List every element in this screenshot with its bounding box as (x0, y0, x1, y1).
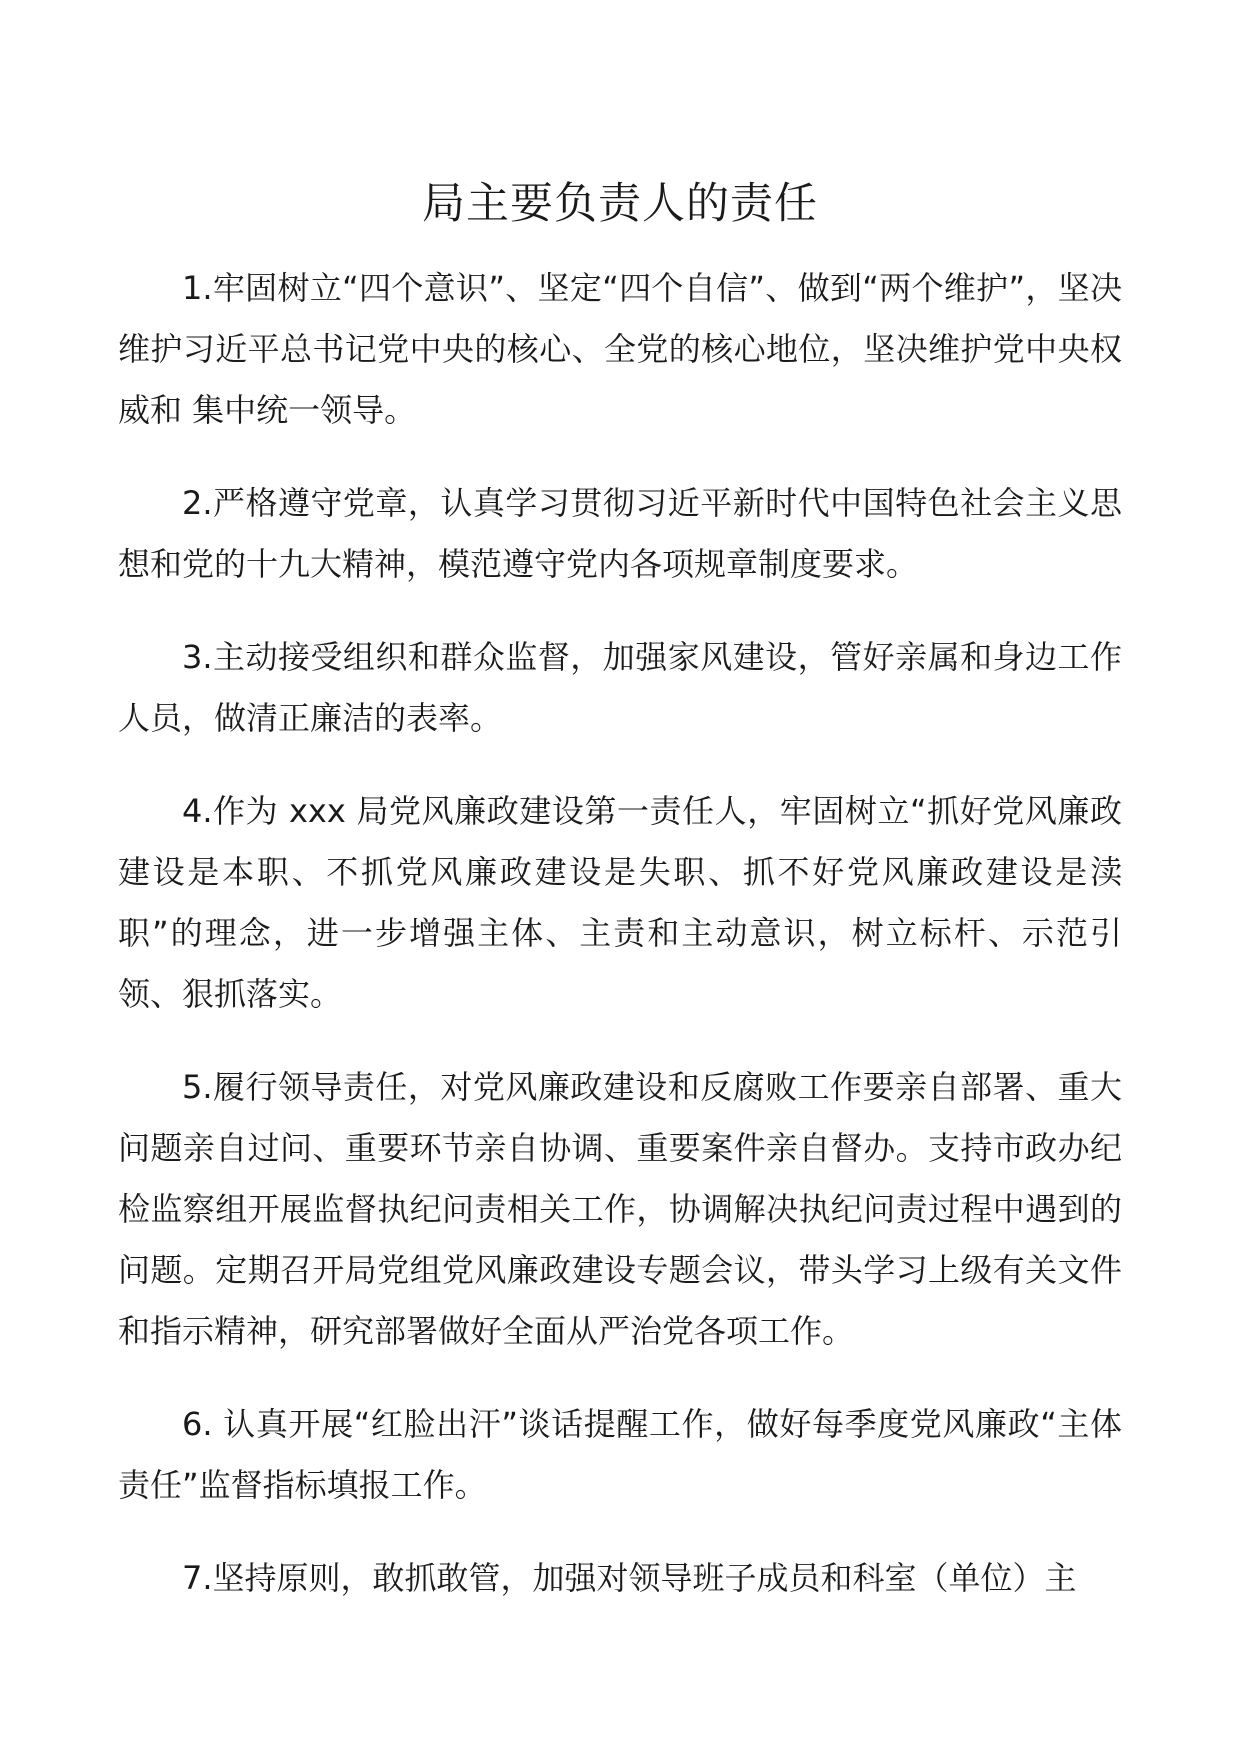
paragraph-6: 6. 认真开展“红脸出汗”谈话提醒工作，做好每季度党风廉政“主体责任”监督指标填报工作。 (118, 1405, 1122, 1504)
paragraph-1: 1.牢固树立“四个意识”、坚定“四个自信”、做到“两个维护”，坚决维护习近平总书记党中央的核心、全党的核心地位，坚决维护党中央权威和 集中统一领导。 (118, 269, 1122, 429)
paragraph-7: 7.坚持原则，敢抓敢管，加强对领导班子成员和科室（单位）主 (182, 1559, 1077, 1597)
document-body (118, 258, 1122, 1641)
paragraph-5: 5.履行领导责任，对党风廉政建设和反腐败工作要亲自部署、重大问题亲自过问、重要环节亲自协调、重要案件亲自督办。支持市政办纪检监察组开展监督执纪问责相关工作，协调解决执纪问责过程中遇到的问题。定期召开局党组党风廉政建设专题会议，带头学习上级有关文件和指示精神，研究部署做好全面从严治党各项工作。 (118, 1068, 1122, 1350)
paragraph-3: 3.主动接受组织和群众监督，加强家风建设，管好亲属和身边工作人员，做清正廉洁的表率。 (118, 638, 1122, 737)
document-title: 局主要负责人的责任 (422, 179, 818, 229)
paragraph-4: 4.作为 xxx 局党风廉政建设第一责任人，牢固树立“抓好党风廉政建设是本职、不抓党风廉政建设是失职、抓不好党风廉政建设是渎职”的理念，进一步增强主体、主责和主动意识，树立标杆、示范引领、狠抓落实。 (118, 792, 1122, 1013)
paragraph-2: 2.严格遵守党章，认真学习贯彻习近平新时代中国特色社会主义思想和党的十九大精神，模范遵守党内各项规章制度要求。 (118, 484, 1122, 583)
